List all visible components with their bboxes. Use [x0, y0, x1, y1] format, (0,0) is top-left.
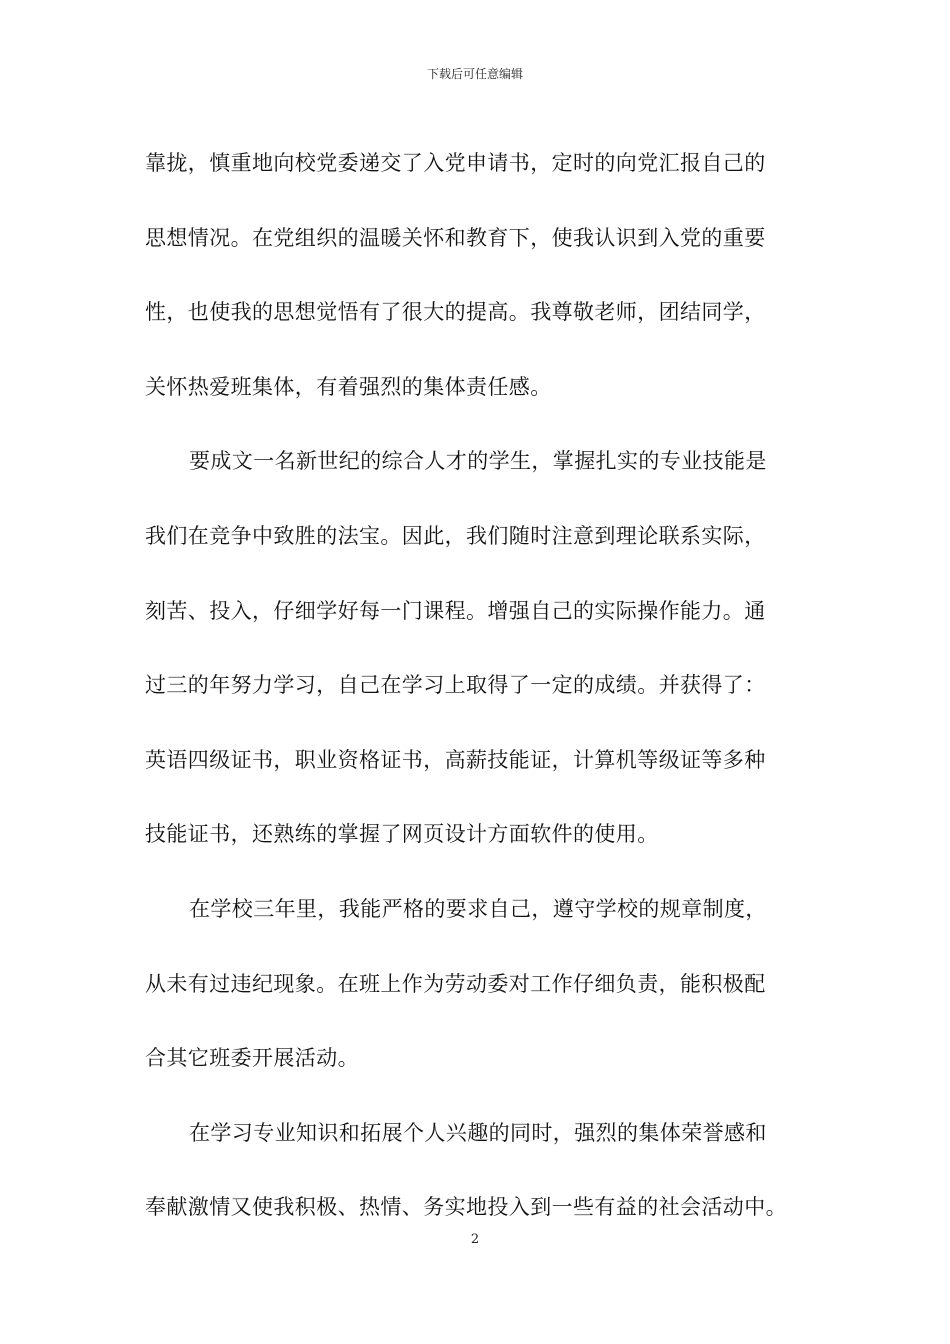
paragraph-social-activities	[145, 1096, 820, 1245]
text-line: 合其它班委开展活动。	[145, 1046, 359, 1071]
text-line: 奉献激情又使我积极、热情、务实地投入到一些有益的社会活动中。	[145, 1195, 787, 1220]
text-line: 在学习专业知识和拓展个人兴趣的同时，强烈的集体荣誉感和	[189, 1120, 767, 1145]
text-line: 要成文一名新世纪的综合人才的学生，掌握扎实的专业技能是	[189, 449, 767, 474]
text-line: 靠拢，慎重地向校党委递交了入党申请书，定时的向党汇报自己的	[145, 151, 766, 175]
header-note: 下载后可任意编辑	[426, 67, 523, 81]
text-line: 在学校三年里，我能严格的要求自己，遵守学校的规章制度，	[189, 896, 767, 921]
text-line: 关怀热爱班集体，有着强烈的集体责任感。	[145, 374, 552, 399]
text-line: 从未有过违纪现象。在班上作为劳动委对工作仔细负责，能积极配	[145, 971, 766, 996]
paragraph-school-discipline	[145, 872, 820, 1096]
text-line: 思想情况。在党组织的温暖关怀和教育下，使我认识到入党的重要	[145, 225, 766, 250]
text-line: 刻苦、投入，仔细学好每一门课程。增强自己的实际操作能力。通	[145, 598, 766, 623]
text-line: 技能证书，还熟练的掌握了网页设计方面软件的使用。	[145, 822, 659, 847]
text-line: 我们在竞争中致胜的法宝。因此，我们随时注意到理论联系实际，	[145, 523, 766, 548]
document-body	[145, 126, 820, 1245]
paragraph-professional-skills	[145, 424, 820, 872]
text-line: 性，也使我的思想觉悟有了很大的提高。我尊敬老师，团结同学，	[145, 300, 766, 325]
text-line: 英语四级证书，职业资格证书，高薪技能证，计算机等级证等多种	[145, 747, 766, 772]
text-line: 过三的年努力学习，自己在学习上取得了一定的成绩。并获得了：	[145, 673, 766, 698]
page-number: 2	[470, 1232, 480, 1247]
paragraph-party-application	[145, 126, 820, 424]
